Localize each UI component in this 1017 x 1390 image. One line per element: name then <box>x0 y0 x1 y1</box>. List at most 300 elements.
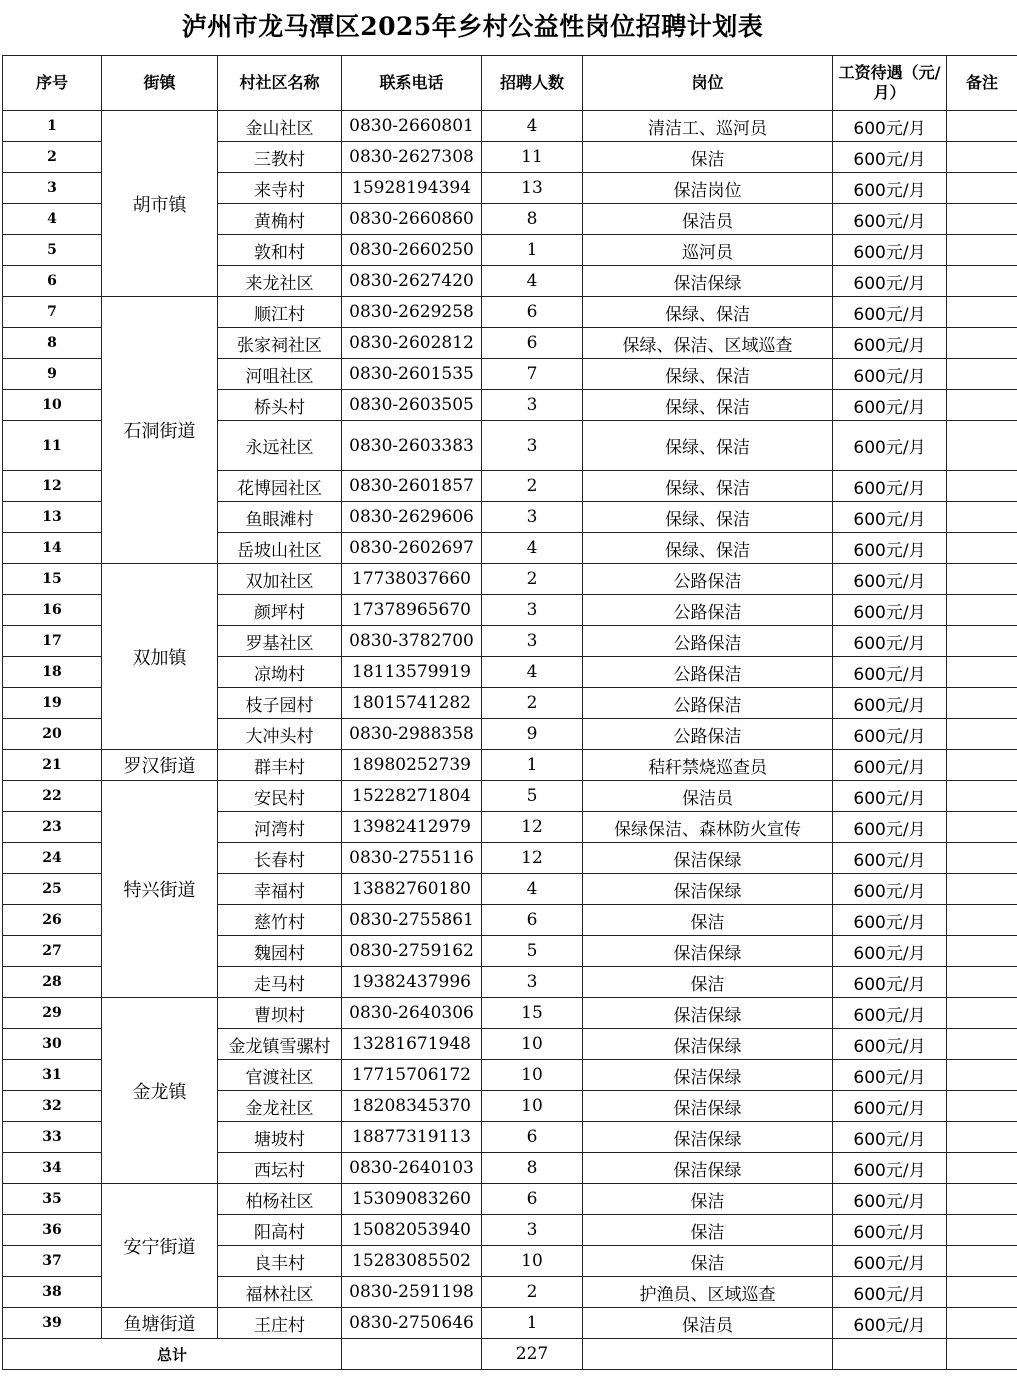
row-seq: 38 <box>3 1277 102 1308</box>
note-cell <box>947 235 1017 266</box>
row-seq: 2 <box>3 142 102 173</box>
phone-cell: 19382437996 <box>342 967 482 998</box>
village-cell: 走马村 <box>218 967 342 998</box>
row-seq: 3 <box>3 173 102 204</box>
note-cell <box>947 750 1017 781</box>
salary-cell: 600元/月 <box>833 359 947 390</box>
post-cell: 保洁保绿 <box>583 1060 833 1091</box>
post-cell: 保洁保绿 <box>583 1153 833 1184</box>
note-cell <box>947 1308 1017 1339</box>
salary-cell: 600元/月 <box>833 564 947 595</box>
post-cell: 保洁 <box>583 1184 833 1215</box>
phone-cell: 0830-2660860 <box>342 204 482 235</box>
count-cell: 2 <box>482 1277 583 1308</box>
village-cell: 鱼眼滩村 <box>218 502 342 533</box>
village-cell: 柏杨社区 <box>218 1184 342 1215</box>
phone-cell: 0830-2759162 <box>342 936 482 967</box>
post-cell: 公路保洁 <box>583 564 833 595</box>
village-cell: 张家祠社区 <box>218 328 342 359</box>
post-cell: 公路保洁 <box>583 626 833 657</box>
post-cell: 保洁保绿 <box>583 1029 833 1060</box>
salary-cell: 600元/月 <box>833 297 947 328</box>
count-cell: 4 <box>482 533 583 564</box>
count-cell: 4 <box>482 111 583 142</box>
village-cell: 河咀社区 <box>218 359 342 390</box>
village-cell: 颜坪村 <box>218 595 342 626</box>
phone-cell: 0830-2660801 <box>342 111 482 142</box>
note-cell <box>947 1215 1017 1246</box>
phone-cell: 0830-2750646 <box>342 1308 482 1339</box>
village-cell: 顺江村 <box>218 297 342 328</box>
note-cell <box>947 266 1017 297</box>
salary-cell: 600元/月 <box>833 874 947 905</box>
village-cell: 长春村 <box>218 843 342 874</box>
village-cell: 阳高村 <box>218 1215 342 1246</box>
row-seq: 34 <box>3 1153 102 1184</box>
phone-cell: 0830-3782700 <box>342 626 482 657</box>
village-cell: 魏园村 <box>218 936 342 967</box>
post-cell: 保绿、保洁 <box>583 297 833 328</box>
note-cell <box>947 142 1017 173</box>
total-row <box>3 1339 1017 1370</box>
salary-cell: 600元/月 <box>833 1122 947 1153</box>
row-seq: 39 <box>3 1308 102 1339</box>
row-seq: 6 <box>3 266 102 297</box>
post-cell: 保绿、保洁 <box>583 533 833 564</box>
phone-cell: 0830-2755861 <box>342 905 482 936</box>
note-cell <box>947 204 1017 235</box>
village-cell: 大冲头村 <box>218 719 342 750</box>
note-cell <box>947 595 1017 626</box>
phone-cell: 13281671948 <box>342 1029 482 1060</box>
salary-cell: 600元/月 <box>833 1215 947 1246</box>
count-cell: 8 <box>482 204 583 235</box>
note-cell <box>947 421 1017 471</box>
row-seq: 37 <box>3 1246 102 1277</box>
row-seq: 8 <box>3 328 102 359</box>
note-cell <box>947 359 1017 390</box>
phone-cell: 0830-2629606 <box>342 502 482 533</box>
total-empty-cell <box>833 1339 947 1370</box>
recruitment-table <box>2 55 1017 1370</box>
phone-cell: 0830-2601857 <box>342 471 482 502</box>
note-cell <box>947 843 1017 874</box>
phone-cell: 17738037660 <box>342 564 482 595</box>
post-cell: 保绿、保洁 <box>583 502 833 533</box>
village-cell: 敦和村 <box>218 235 342 266</box>
phone-cell: 0830-2602812 <box>342 328 482 359</box>
post-cell: 清洁工、巡河员 <box>583 111 833 142</box>
count-cell: 6 <box>482 328 583 359</box>
count-cell: 5 <box>482 781 583 812</box>
post-cell: 保绿保洁、森林防火宣传 <box>583 812 833 843</box>
post-cell: 公路保洁 <box>583 657 833 688</box>
phone-cell: 17715706172 <box>342 1060 482 1091</box>
note-cell <box>947 502 1017 533</box>
note-cell <box>947 390 1017 421</box>
phone-cell: 15283085502 <box>342 1246 482 1277</box>
row-seq: 7 <box>3 297 102 328</box>
row-seq: 29 <box>3 998 102 1029</box>
row-seq: 25 <box>3 874 102 905</box>
phone-cell: 18208345370 <box>342 1091 482 1122</box>
salary-cell: 600元/月 <box>833 390 947 421</box>
count-cell: 3 <box>482 390 583 421</box>
village-cell: 福林社区 <box>218 1277 342 1308</box>
count-cell: 3 <box>482 967 583 998</box>
post-cell: 保绿、保洁 <box>583 390 833 421</box>
note-cell <box>947 657 1017 688</box>
post-cell: 保洁 <box>583 1215 833 1246</box>
total-label: 总计 <box>3 1339 342 1370</box>
row-seq: 28 <box>3 967 102 998</box>
note-cell <box>947 111 1017 142</box>
village-cell: 凉坳村 <box>218 657 342 688</box>
note-cell <box>947 564 1017 595</box>
salary-cell: 600元/月 <box>833 967 947 998</box>
salary-cell: 600元/月 <box>833 328 947 359</box>
village-cell: 河湾村 <box>218 812 342 843</box>
village-cell: 群丰村 <box>218 750 342 781</box>
note-cell <box>947 626 1017 657</box>
salary-cell: 600元/月 <box>833 142 947 173</box>
table-row <box>3 297 1017 328</box>
town-cell: 金龙镇 <box>102 998 218 1184</box>
note-cell <box>947 936 1017 967</box>
note-cell <box>947 1122 1017 1153</box>
table-row <box>3 564 1017 595</box>
village-cell: 王庄村 <box>218 1308 342 1339</box>
post-cell: 保洁 <box>583 142 833 173</box>
row-seq: 22 <box>3 781 102 812</box>
count-cell: 12 <box>482 812 583 843</box>
village-cell: 桥头村 <box>218 390 342 421</box>
count-cell: 3 <box>482 502 583 533</box>
row-seq: 15 <box>3 564 102 595</box>
phone-cell: 0830-2988358 <box>342 719 482 750</box>
note-cell <box>947 1091 1017 1122</box>
town-cell: 鱼塘街道 <box>102 1308 218 1339</box>
salary-cell: 600元/月 <box>833 1246 947 1277</box>
village-cell: 幸福村 <box>218 874 342 905</box>
table-body <box>3 111 1017 1370</box>
note-cell <box>947 719 1017 750</box>
post-cell: 保绿、保洁 <box>583 471 833 502</box>
post-cell: 保绿、保洁、区域巡查 <box>583 328 833 359</box>
town-cell: 特兴街道 <box>102 781 218 998</box>
total-count: 227 <box>482 1339 583 1370</box>
phone-cell: 15928194394 <box>342 173 482 204</box>
row-seq: 35 <box>3 1184 102 1215</box>
row-seq: 4 <box>3 204 102 235</box>
phone-cell: 0830-2629258 <box>342 297 482 328</box>
count-cell: 6 <box>482 297 583 328</box>
table-row <box>3 998 1017 1029</box>
village-cell: 枝子园村 <box>218 688 342 719</box>
note-cell <box>947 297 1017 328</box>
salary-cell: 600元/月 <box>833 1153 947 1184</box>
row-seq: 12 <box>3 471 102 502</box>
village-cell: 岳坡山社区 <box>218 533 342 564</box>
post-cell: 保洁 <box>583 905 833 936</box>
count-cell: 6 <box>482 1122 583 1153</box>
row-seq: 18 <box>3 657 102 688</box>
phone-cell: 0830-2591198 <box>342 1277 482 1308</box>
village-cell: 金龙社区 <box>218 1091 342 1122</box>
table-row <box>3 111 1017 142</box>
note-cell <box>947 781 1017 812</box>
table-row <box>3 1308 1017 1339</box>
salary-cell: 600元/月 <box>833 1029 947 1060</box>
header-salary: 工资待遇（元/月） <box>833 56 947 111</box>
count-cell: 4 <box>482 874 583 905</box>
salary-cell: 600元/月 <box>833 1060 947 1091</box>
salary-cell: 600元/月 <box>833 657 947 688</box>
post-cell: 保洁保绿 <box>583 266 833 297</box>
total-empty-cell <box>583 1339 833 1370</box>
phone-cell: 15082053940 <box>342 1215 482 1246</box>
count-cell: 3 <box>482 421 583 471</box>
row-seq: 5 <box>3 235 102 266</box>
village-cell: 官渡社区 <box>218 1060 342 1091</box>
phone-cell: 0830-2660250 <box>342 235 482 266</box>
header-note: 备注 <box>947 56 1017 111</box>
village-cell: 慈竹村 <box>218 905 342 936</box>
town-cell: 石洞街道 <box>102 297 218 564</box>
post-cell: 公路保洁 <box>583 595 833 626</box>
salary-cell: 600元/月 <box>833 843 947 874</box>
row-seq: 16 <box>3 595 102 626</box>
post-cell: 保绿、保洁 <box>583 359 833 390</box>
village-cell: 西坛村 <box>218 1153 342 1184</box>
note-cell <box>947 533 1017 564</box>
phone-cell: 18015741282 <box>342 688 482 719</box>
post-cell: 保洁 <box>583 1246 833 1277</box>
salary-cell: 600元/月 <box>833 421 947 471</box>
header-count: 招聘人数 <box>482 56 583 111</box>
count-cell: 1 <box>482 235 583 266</box>
page-title: 泸州市龙马潭区2025年乡村公益性岗位招聘计划表 <box>181 12 764 41</box>
row-seq: 33 <box>3 1122 102 1153</box>
salary-cell: 600元/月 <box>833 998 947 1029</box>
row-seq: 13 <box>3 502 102 533</box>
phone-cell: 0830-2640103 <box>342 1153 482 1184</box>
header-post: 岗位 <box>583 56 833 111</box>
row-seq: 26 <box>3 905 102 936</box>
salary-cell: 600元/月 <box>833 595 947 626</box>
note-cell <box>947 471 1017 502</box>
note-cell <box>947 1184 1017 1215</box>
note-cell <box>947 905 1017 936</box>
village-cell: 良丰村 <box>218 1246 342 1277</box>
total-empty-cell <box>947 1339 1017 1370</box>
row-seq: 17 <box>3 626 102 657</box>
count-cell: 6 <box>482 905 583 936</box>
row-seq: 27 <box>3 936 102 967</box>
row-seq: 9 <box>3 359 102 390</box>
post-cell: 巡河员 <box>583 235 833 266</box>
phone-cell: 15228271804 <box>342 781 482 812</box>
village-cell: 金龙镇雪骡村 <box>218 1029 342 1060</box>
phone-cell: 0830-2627420 <box>342 266 482 297</box>
salary-cell: 600元/月 <box>833 235 947 266</box>
table-row <box>3 781 1017 812</box>
row-seq: 11 <box>3 421 102 471</box>
phone-cell: 0830-2601535 <box>342 359 482 390</box>
note-cell <box>947 173 1017 204</box>
post-cell: 保洁保绿 <box>583 1122 833 1153</box>
salary-cell: 600元/月 <box>833 781 947 812</box>
phone-cell: 0830-2627308 <box>342 142 482 173</box>
salary-cell: 600元/月 <box>833 533 947 564</box>
post-cell: 保洁员 <box>583 204 833 235</box>
salary-cell: 600元/月 <box>833 111 947 142</box>
note-cell <box>947 1153 1017 1184</box>
note-cell <box>947 874 1017 905</box>
town-cell: 双加镇 <box>102 564 218 750</box>
village-cell: 罗基社区 <box>218 626 342 657</box>
phone-cell: 0830-2640306 <box>342 998 482 1029</box>
note-cell <box>947 998 1017 1029</box>
row-seq: 10 <box>3 390 102 421</box>
row-seq: 19 <box>3 688 102 719</box>
village-cell: 黄桷村 <box>218 204 342 235</box>
post-cell: 护渔员、区域巡查 <box>583 1277 833 1308</box>
count-cell: 4 <box>482 266 583 297</box>
note-cell <box>947 1029 1017 1060</box>
note-cell <box>947 1277 1017 1308</box>
row-seq: 24 <box>3 843 102 874</box>
row-seq: 21 <box>3 750 102 781</box>
note-cell <box>947 1246 1017 1277</box>
village-cell: 曹坝村 <box>218 998 342 1029</box>
salary-cell: 600元/月 <box>833 905 947 936</box>
phone-cell: 13882760180 <box>342 874 482 905</box>
village-cell: 安民村 <box>218 781 342 812</box>
post-cell: 保洁保绿 <box>583 874 833 905</box>
row-seq: 30 <box>3 1029 102 1060</box>
table-header-row <box>3 56 1017 111</box>
village-cell: 花博园社区 <box>218 471 342 502</box>
village-cell: 塘坡村 <box>218 1122 342 1153</box>
count-cell: 12 <box>482 843 583 874</box>
count-cell: 4 <box>482 657 583 688</box>
header-town: 街镇 <box>102 56 218 111</box>
post-cell: 保洁保绿 <box>583 1091 833 1122</box>
salary-cell: 600元/月 <box>833 719 947 750</box>
village-cell: 来寺村 <box>218 173 342 204</box>
count-cell: 10 <box>482 1246 583 1277</box>
count-cell: 2 <box>482 564 583 595</box>
count-cell: 7 <box>482 359 583 390</box>
salary-cell: 600元/月 <box>833 626 947 657</box>
phone-cell: 18877319113 <box>342 1122 482 1153</box>
town-cell: 安宁街道 <box>102 1184 218 1308</box>
town-cell: 胡市镇 <box>102 111 218 297</box>
post-cell: 保洁保绿 <box>583 936 833 967</box>
header-phone: 联系电话 <box>342 56 482 111</box>
post-cell: 保洁保绿 <box>583 998 833 1029</box>
row-seq: 20 <box>3 719 102 750</box>
note-cell <box>947 688 1017 719</box>
salary-cell: 600元/月 <box>833 688 947 719</box>
phone-cell: 0830-2755116 <box>342 843 482 874</box>
salary-cell: 600元/月 <box>833 1308 947 1339</box>
count-cell: 9 <box>482 719 583 750</box>
count-cell: 3 <box>482 595 583 626</box>
row-seq: 1 <box>3 111 102 142</box>
post-cell: 保洁保绿 <box>583 843 833 874</box>
village-cell: 来龙社区 <box>218 266 342 297</box>
post-cell: 保洁员 <box>583 1308 833 1339</box>
count-cell: 1 <box>482 750 583 781</box>
count-cell: 5 <box>482 936 583 967</box>
count-cell: 10 <box>482 1091 583 1122</box>
count-cell: 10 <box>482 1060 583 1091</box>
row-seq: 14 <box>3 533 102 564</box>
town-cell: 罗汉街道 <box>102 750 218 781</box>
count-cell: 6 <box>482 1184 583 1215</box>
count-cell: 13 <box>482 173 583 204</box>
post-cell: 保洁 <box>583 967 833 998</box>
phone-cell: 18980252739 <box>342 750 482 781</box>
salary-cell: 600元/月 <box>833 502 947 533</box>
note-cell <box>947 812 1017 843</box>
row-seq: 32 <box>3 1091 102 1122</box>
table-row <box>3 1184 1017 1215</box>
row-seq: 36 <box>3 1215 102 1246</box>
phone-cell: 0830-2602697 <box>342 533 482 564</box>
count-cell: 15 <box>482 998 583 1029</box>
village-cell: 双加社区 <box>218 564 342 595</box>
phone-cell: 18113579919 <box>342 657 482 688</box>
salary-cell: 600元/月 <box>833 1091 947 1122</box>
count-cell: 2 <box>482 688 583 719</box>
note-cell <box>947 967 1017 998</box>
count-cell: 1 <box>482 1308 583 1339</box>
salary-cell: 600元/月 <box>833 266 947 297</box>
count-cell: 3 <box>482 1215 583 1246</box>
phone-cell: 0830-2603505 <box>342 390 482 421</box>
count-cell: 8 <box>482 1153 583 1184</box>
salary-cell: 600元/月 <box>833 1277 947 1308</box>
post-cell: 保绿、保洁 <box>583 421 833 471</box>
phone-cell: 13982412979 <box>342 812 482 843</box>
note-cell <box>947 328 1017 359</box>
post-cell: 公路保洁 <box>583 688 833 719</box>
phone-cell: 17378965670 <box>342 595 482 626</box>
header-seq: 序号 <box>3 56 102 111</box>
village-cell: 永远社区 <box>218 421 342 471</box>
salary-cell: 600元/月 <box>833 1184 947 1215</box>
count-cell: 3 <box>482 626 583 657</box>
post-cell: 秸秆禁烧巡查员 <box>583 750 833 781</box>
count-cell: 11 <box>482 142 583 173</box>
row-seq: 23 <box>3 812 102 843</box>
note-cell <box>947 1060 1017 1091</box>
post-cell: 保洁员 <box>583 781 833 812</box>
village-cell: 金山社区 <box>218 111 342 142</box>
salary-cell: 600元/月 <box>833 173 947 204</box>
table-row <box>3 750 1017 781</box>
salary-cell: 600元/月 <box>833 750 947 781</box>
count-cell: 2 <box>482 471 583 502</box>
row-seq: 31 <box>3 1060 102 1091</box>
salary-cell: 600元/月 <box>833 812 947 843</box>
post-cell: 公路保洁 <box>583 719 833 750</box>
village-cell: 三教村 <box>218 142 342 173</box>
post-cell: 保洁岗位 <box>583 173 833 204</box>
